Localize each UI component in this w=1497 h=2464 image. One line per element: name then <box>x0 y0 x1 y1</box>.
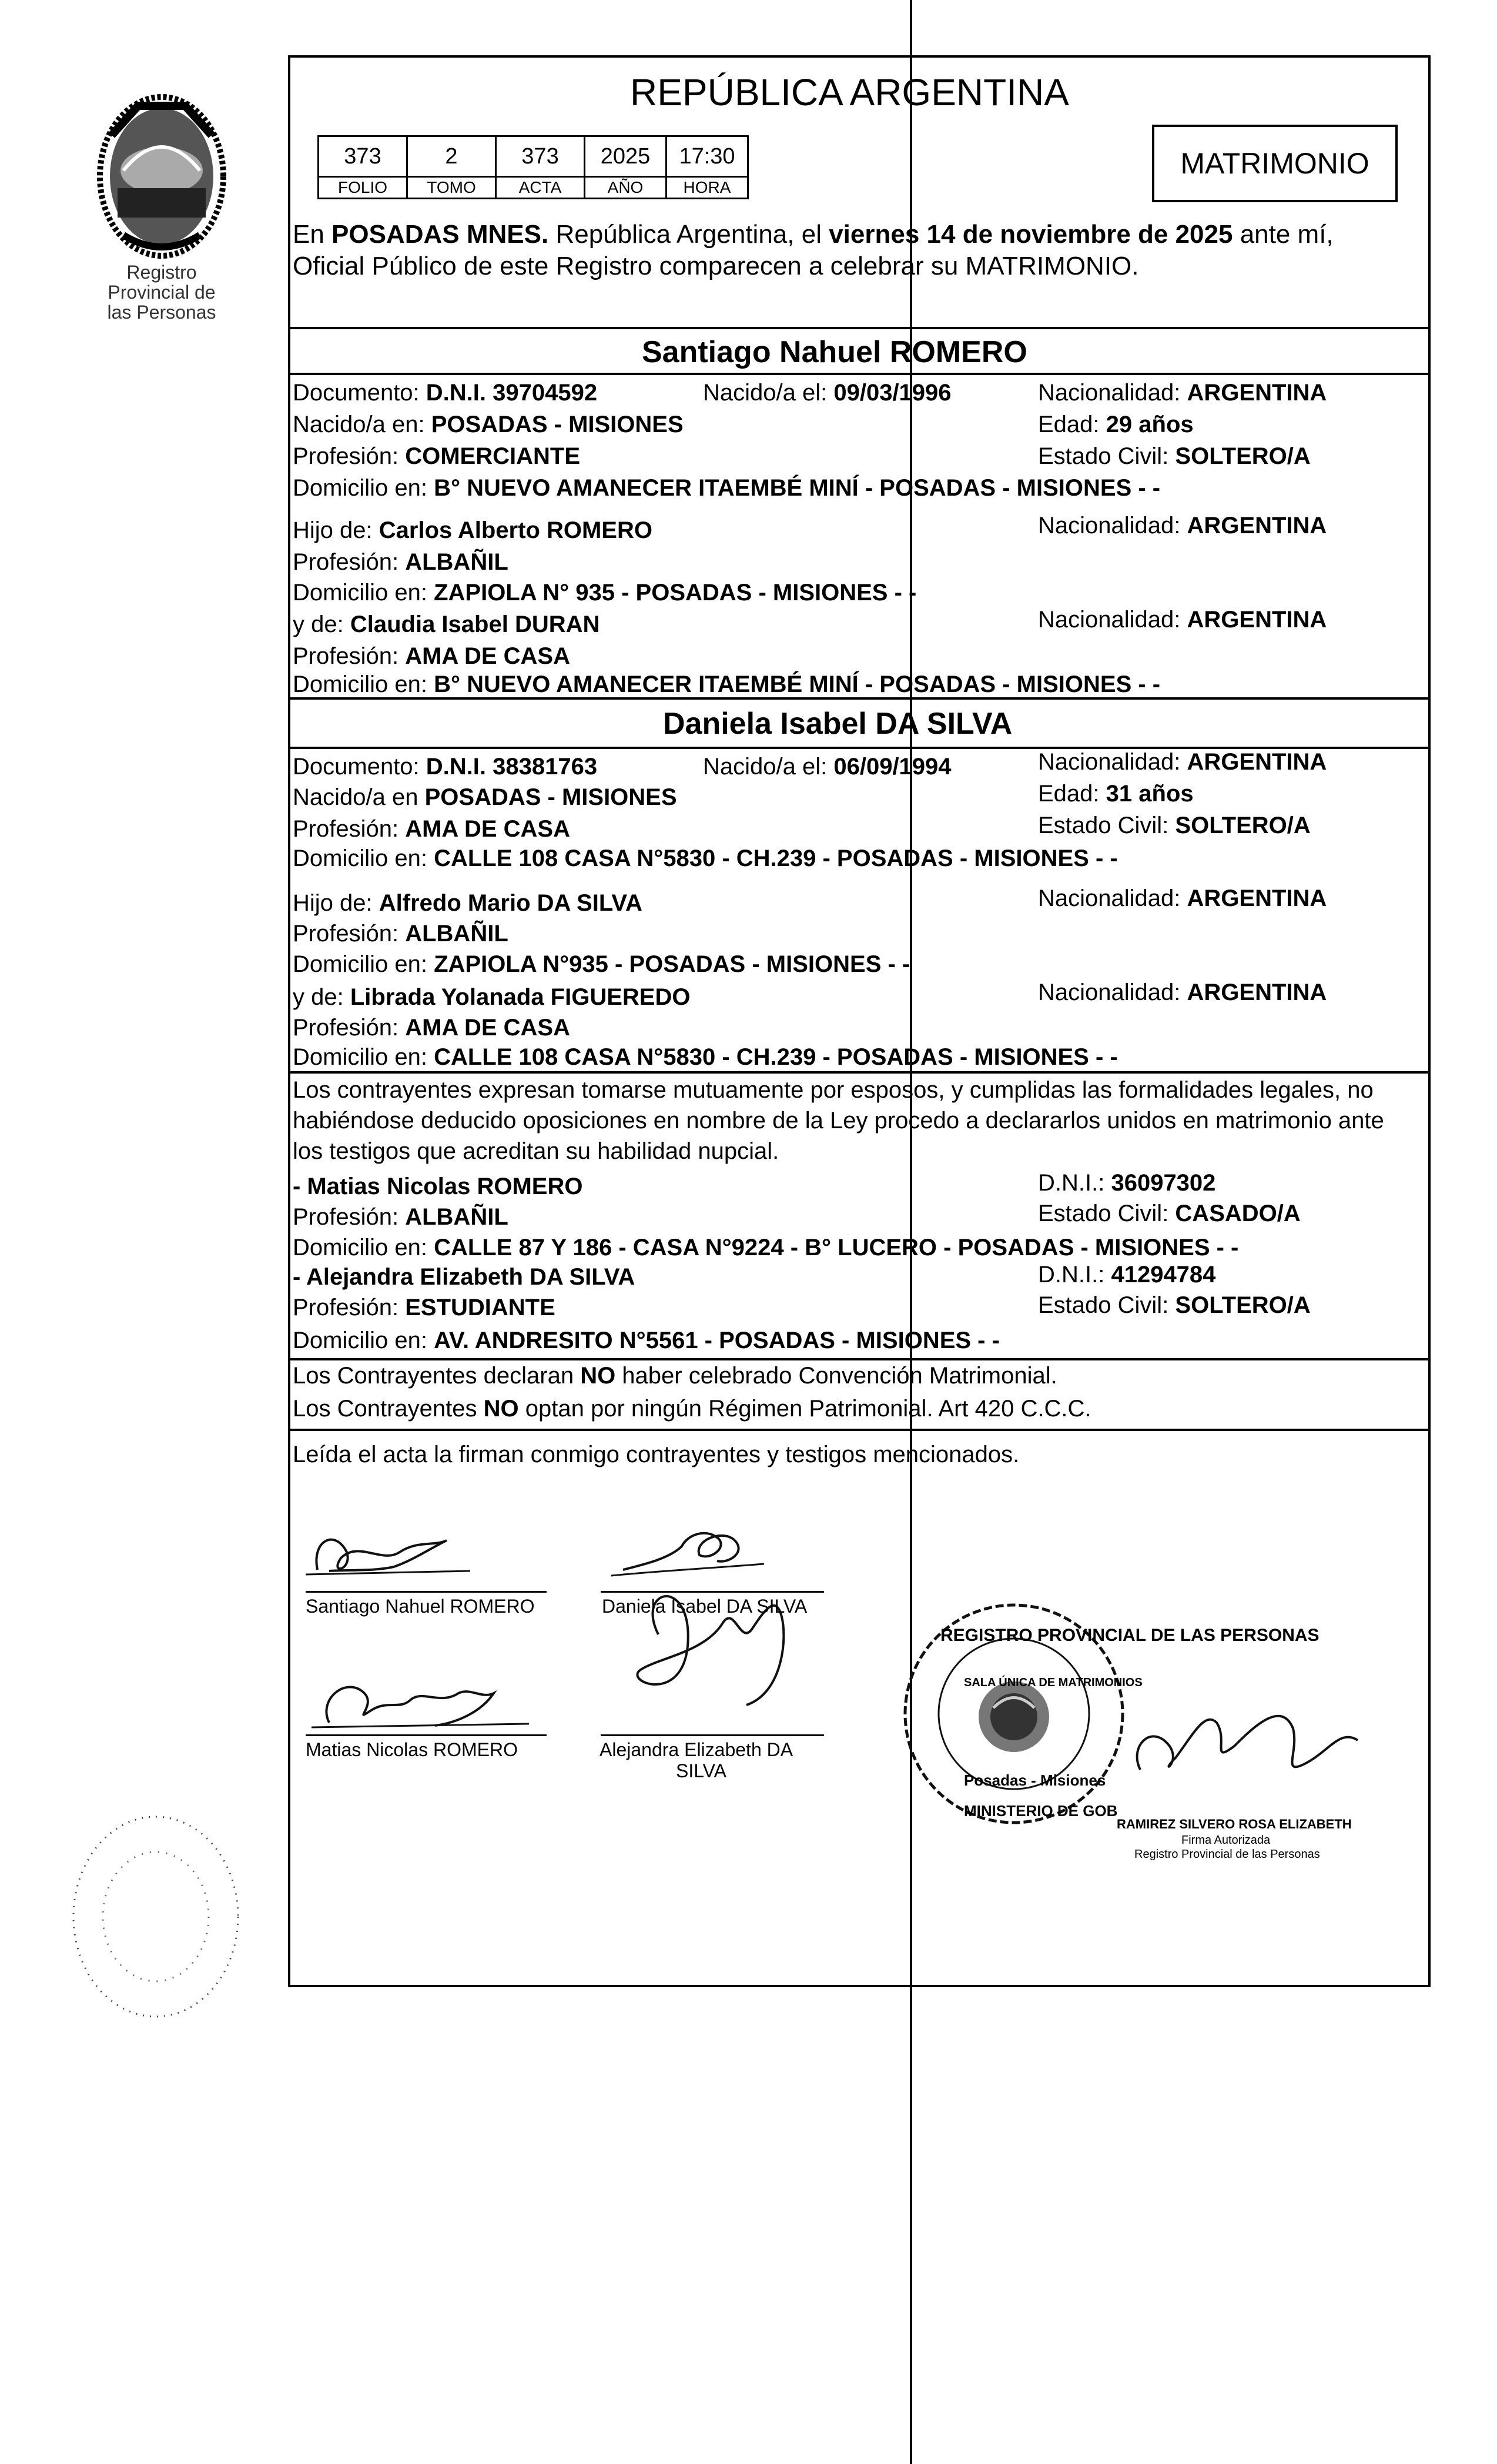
registro-logo <box>82 88 241 323</box>
anio-value: 2025 <box>585 136 667 177</box>
folio-label: FOLIO <box>319 177 407 199</box>
bride-birthdate: Nacido/a el: 06/09/1994 <box>703 754 952 780</box>
groom-nationality: Nacionalidad: ARGENTINA <box>1038 380 1327 406</box>
witness-2-signature-caption-2: SILVA <box>676 1760 726 1781</box>
official-stamp-office: Registro Provincial de las Personas <box>1134 1848 1320 1861</box>
bride-document: Documento: D.N.I. 38381763 <box>293 754 598 780</box>
bride-father-profession: Profesión: ALBAÑIL <box>293 921 508 947</box>
convention-statement: Los Contrayentes declaran NO haber celebrado Convención Matrimonial. <box>293 1363 1057 1389</box>
groom-father-address: Domicilio en: ZAPIOLA N° 935 - POSADAS - MISIONES - - <box>293 580 917 606</box>
groom-signature <box>294 1505 564 1593</box>
witness-1-signature-caption: Matias Nicolas ROMERO <box>306 1739 518 1760</box>
province-shield-icon <box>82 88 241 265</box>
groom-signature-line <box>306 1591 547 1593</box>
groom-father-profession: Profesión: ALBAÑIL <box>293 549 508 575</box>
bride-signature-caption: Daniela Isabel DA SILVA <box>602 1596 808 1617</box>
witness-2-signature-line <box>601 1734 824 1736</box>
bride-age: Edad: 31 años <box>1038 781 1194 807</box>
patrimonial-regime-statement: Los Contrayentes NO optan por ningún Régimen Patrimonial. Art 420 C.C.C. <box>293 1396 1091 1422</box>
groom-document: Documento: D.N.I. 39704592 <box>293 380 598 406</box>
logo-caption: Registro Provincial de las Personas <box>107 262 216 323</box>
divider <box>288 1071 1428 1074</box>
official-stamp-role: Firma Autorizada <box>1181 1834 1271 1847</box>
official-signature <box>1105 1676 1399 1811</box>
declaration-line-1: Los contrayentes expresan tomarse mutuamente por esposos, y cumplidas las formalidades legales, no <box>293 1077 1374 1103</box>
groom-father: Hijo de: Carlos Alberto ROMERO <box>293 517 652 543</box>
divider <box>288 1429 1428 1431</box>
witness-1-signature <box>294 1658 552 1740</box>
witness-2-address: Domicilio en: AV. ANDRESITO N°5561 - POSADAS - MISIONES - - <box>293 1328 1000 1353</box>
tomo-value: 2 <box>407 136 496 177</box>
groom-mother-address: Domicilio en: B° NUEVO AMANECER ITAEMBÉ MINÍ - POSADAS - MISIONES - - <box>293 671 1161 697</box>
groom-father-nationality: Nacionalidad: ARGENTINA <box>1038 513 1327 539</box>
divider <box>288 1358 1428 1360</box>
groom-profession: Profesión: COMERCIANTE <box>293 443 580 469</box>
bride-mother-address: Domicilio en: CALLE 108 CASA N°5830 - CH.239 - POSADAS - MISIONES - - <box>293 1044 1118 1070</box>
witness-2-dni: D.N.I.: 41294784 <box>1038 1262 1216 1288</box>
closing-statement: Leída el acta la firman conmigo contrayentes y testigos mencionados. <box>293 1442 1020 1467</box>
hora-value: 17:30 <box>667 136 748 177</box>
bride-father-nationality: Nacionalidad: ARGENTINA <box>1038 885 1327 911</box>
witness-1-civil-status: Estado Civil: CASADO/A <box>1038 1201 1301 1226</box>
bride-signature <box>588 1505 893 1740</box>
bride-name: Daniela Isabel DA SILVA <box>663 707 1013 741</box>
witness-1-dni: D.N.I.: 36097302 <box>1038 1170 1216 1196</box>
seal-inner-text: SALA ÚNICA DE MATRIMONIOS <box>964 1676 1143 1689</box>
bride-mother-profession: Profesión: AMA DE CASA <box>293 1015 570 1041</box>
acta-label: ACTA <box>496 177 585 199</box>
anio-label: AÑO <box>585 177 667 199</box>
groom-mother-nationality: Nacionalidad: ARGENTINA <box>1038 607 1327 633</box>
seal-lower-text: MINISTERIO DE GOB <box>964 1802 1118 1820</box>
witness-1-signature-line <box>306 1734 547 1736</box>
witness-1-address: Domicilio en: CALLE 87 Y 186 - CASA N°9224 - B° LUCERO - POSADAS - MISIONES - - <box>293 1235 1239 1261</box>
witness-2-name: - Alejandra Elizabeth DA SILVA <box>293 1264 635 1290</box>
intro-line-2: Oficial Público de este Registro comparecen a celebrar su MATRIMONIO. <box>293 252 1139 280</box>
groom-birthplace: Nacido/a en: POSADAS - MISIONES <box>293 412 684 437</box>
bride-mother-nationality: Nacionalidad: ARGENTINA <box>1038 979 1327 1005</box>
acta-value: 373 <box>496 136 585 177</box>
declaration-line-2: habiéndose deducido oposiciones en nombre de la Ley procedo a declararlos unidos en matrimonio ante <box>293 1108 1384 1134</box>
bride-address: Domicilio en: CALLE 108 CASA N°5830 - CH.239 - POSADAS - MISIONES - - <box>293 845 1118 871</box>
registry-table <box>317 135 749 199</box>
country-title: REPÚBLICA ARGENTINA <box>630 71 1069 113</box>
groom-mother-profession: Profesión: AMA DE CASA <box>293 643 570 669</box>
bride-nationality: Nacionalidad: ARGENTINA <box>1038 749 1327 775</box>
groom-name: Santiago Nahuel ROMERO <box>642 335 1027 369</box>
bride-civil-status: Estado Civil: SOLTERO/A <box>1038 813 1311 838</box>
witness-2-signature-caption-1: Alejandra Elizabeth DA <box>600 1739 793 1760</box>
matrimonio-box <box>1152 125 1398 202</box>
bride-father: Hijo de: Alfredo Mario DA SILVA <box>293 890 642 916</box>
intro-line-1: En POSADAS MNES. República Argentina, el viernes 14 de noviembre de 2025 ante mí, <box>293 220 1334 249</box>
hora-label: HORA <box>667 177 748 199</box>
folio-value: 373 <box>319 136 407 177</box>
groom-age: Edad: 29 años <box>1038 412 1194 437</box>
witness-1-profession: Profesión: ALBAÑIL <box>293 1204 508 1230</box>
declaration-line-3: los testigos que acreditan su habilidad nupcial. <box>293 1138 779 1164</box>
bride-father-address: Domicilio en: ZAPIOLA N°935 - POSADAS - MISIONES - - <box>293 951 910 977</box>
divider <box>288 373 1428 375</box>
seal-bottom-text: Posadas - Misiones <box>964 1771 1106 1789</box>
groom-signature-caption: Santiago Nahuel ROMERO <box>306 1596 535 1617</box>
tomo-label: TOMO <box>407 177 496 199</box>
bride-birthplace: Nacido/a en POSADAS - MISIONES <box>293 784 677 810</box>
divider <box>288 327 1428 329</box>
bride-mother: y de: Librada Yolanada FIGUEREDO <box>293 984 691 1010</box>
seal-outer-text: REGISTRO PROVINCIAL DE LAS PERSONAS <box>940 1626 1319 1645</box>
official-stamp-name: RAMIREZ SILVERO ROSA ELIZABETH <box>1117 1817 1352 1831</box>
bride-profession: Profesión: AMA DE CASA <box>293 816 570 842</box>
matrimonio-label: MATRIMONIO <box>1180 147 1369 180</box>
bride-signature-line <box>601 1591 824 1593</box>
witness-1-name: - Matias Nicolas ROMERO <box>293 1174 583 1199</box>
faded-stamp-icon <box>59 1805 253 2028</box>
witness-2-civil-status: Estado Civil: SOLTERO/A <box>1038 1292 1311 1318</box>
groom-birthdate: Nacido/a el: 09/03/1996 <box>703 380 952 406</box>
center-fold-line <box>910 0 912 2464</box>
groom-civil-status: Estado Civil: SOLTERO/A <box>1038 443 1311 469</box>
groom-address: Domicilio en: B° NUEVO AMANECER ITAEMBÉ MINÍ - POSADAS - MISIONES - - <box>293 475 1161 501</box>
divider <box>288 697 1428 700</box>
groom-mother: y de: Claudia Isabel DURAN <box>293 611 600 637</box>
witness-2-profession: Profesión: ESTUDIANTE <box>293 1295 555 1320</box>
